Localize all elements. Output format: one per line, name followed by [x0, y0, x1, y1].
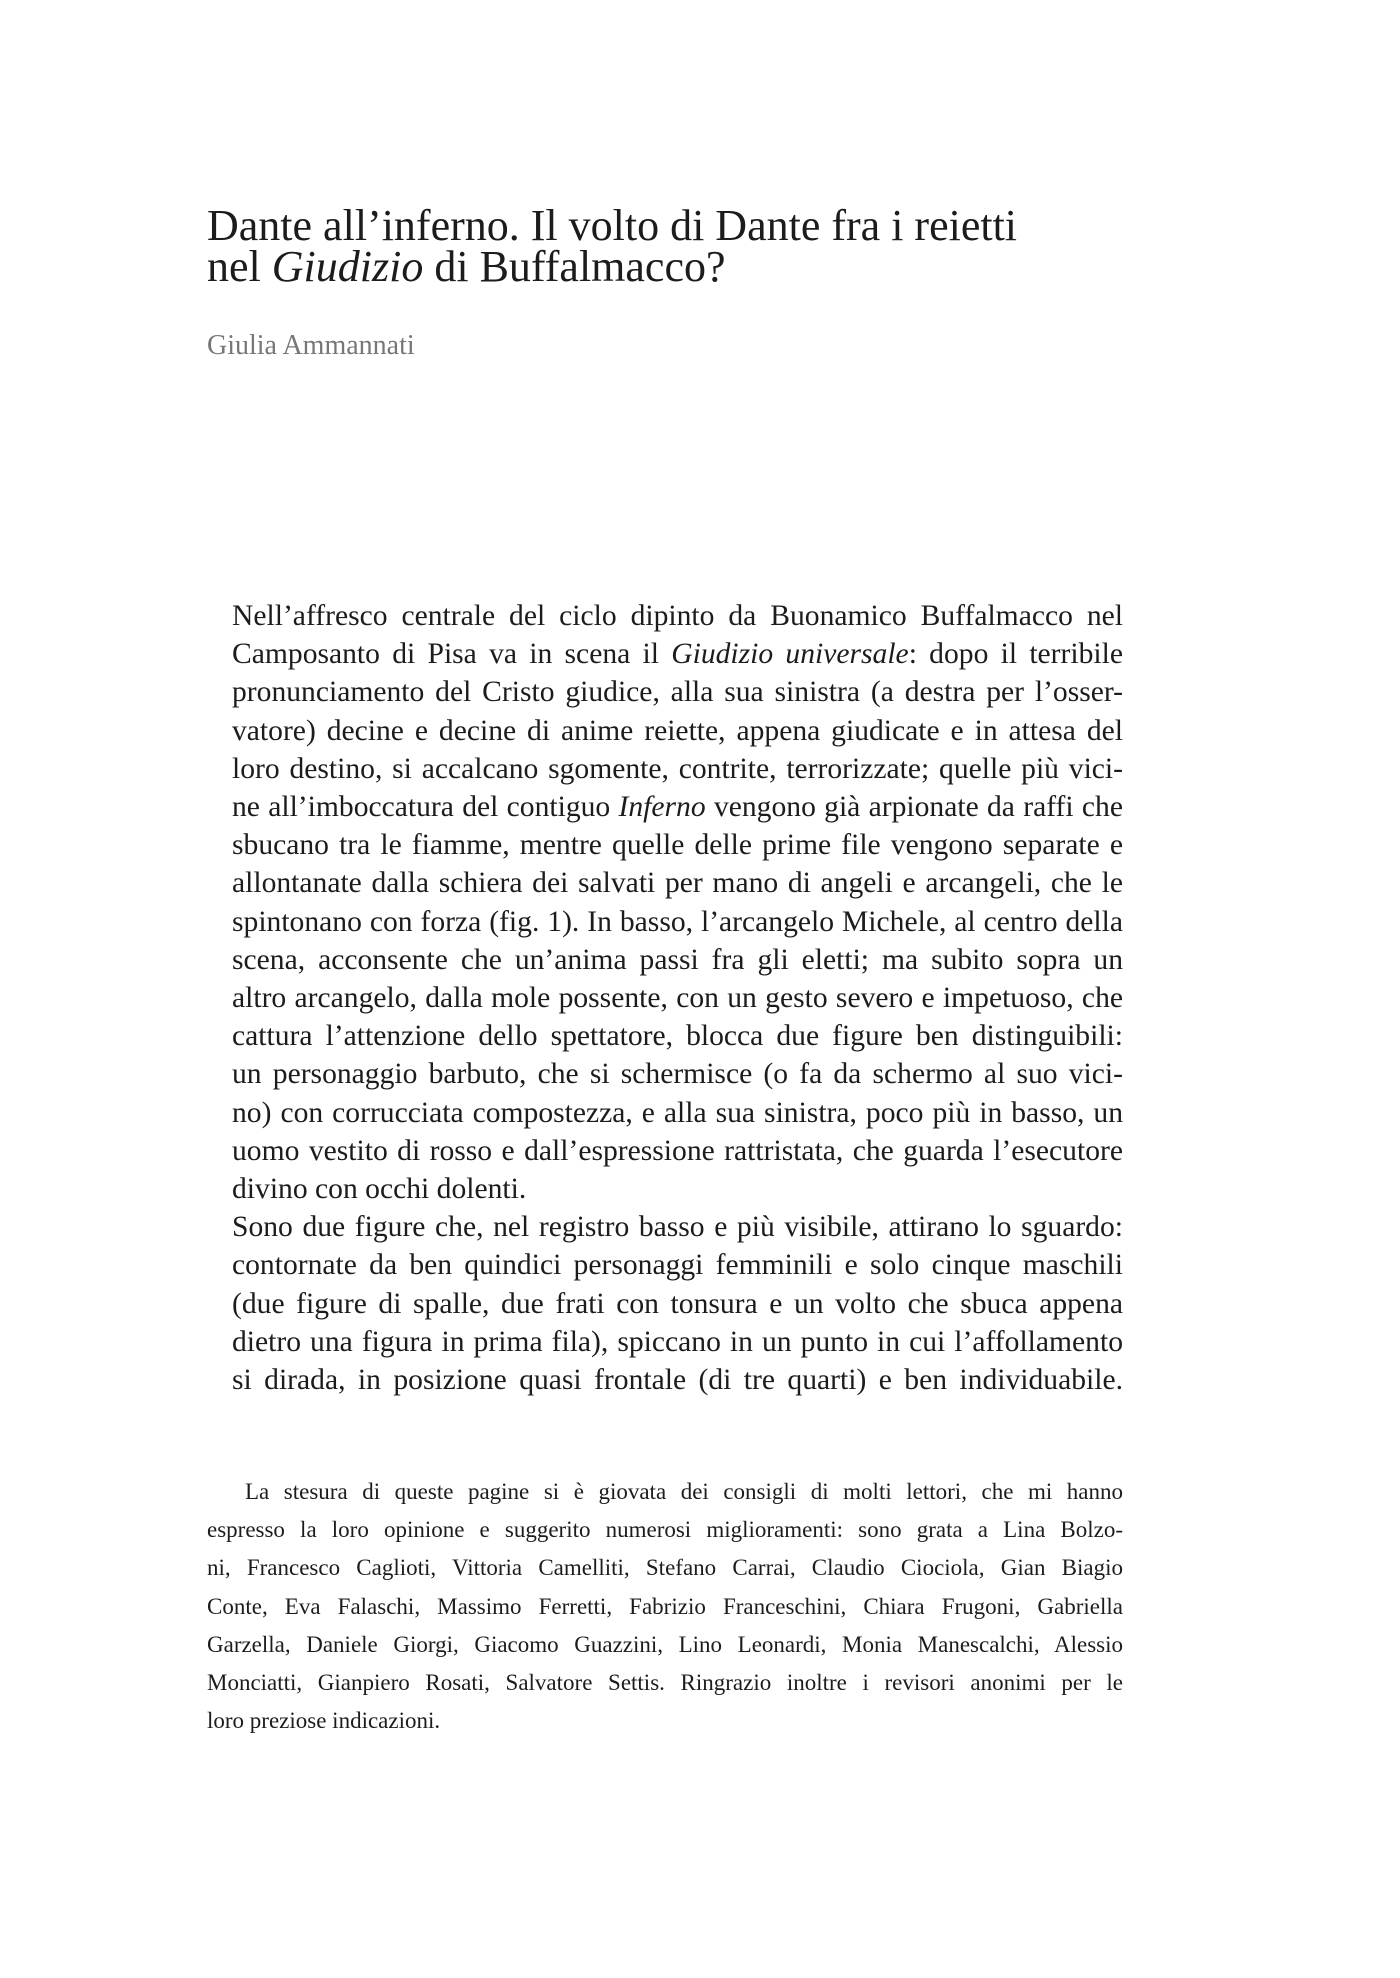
- footnote-line: loro preziose indicazioni.: [207, 1708, 441, 1734]
- footnote-line: Garzella, Daniele Giorgi, Giacomo Guazzini, Lino Leonardi, Monia Manescalchi, Alessio: [207, 1631, 1123, 1657]
- footnote: [207, 1473, 1123, 1740]
- text-line: vatore) decine e decine di anime reiette, appena giudicate e in attesa del: [232, 714, 1123, 747]
- text-line: loro destino, si accalcano sgomente, contrite, terrorizzate; quelle più vici-: [232, 752, 1123, 785]
- footnote-line: Monciatti, Gianpiero Rosati, Salvatore Settis. Ringrazio inoltre i revisori anonimi per le: [207, 1670, 1123, 1696]
- text-line: dietro una figura in prima fila), spiccano in un punto in cui l’affollamento: [232, 1325, 1123, 1358]
- italic-title: Giudizio universale: [671, 638, 909, 671]
- text-line: Sono due figure che, nel registro basso e più visibile, attirano lo sguardo:: [232, 1211, 1123, 1244]
- text-line: cattura l’attenzione dello spettatore, blocca due figure ben distinguibili:: [232, 1020, 1123, 1053]
- footnote-line: espresso la loro opinione e suggerito numerosi miglioramenti: sono grata a Lina Bolzo-: [207, 1517, 1123, 1543]
- title-line-1: Dante all’inferno. Il volto di Dante fra i reietti: [207, 201, 1018, 250]
- footnote-line: La stesura di queste pagine si è giovata dei consigli di molti lettori, che mi hanno: [245, 1479, 1123, 1504]
- text-segment: vengono già arpionate da raffi che: [705, 791, 1123, 824]
- text-line: allontanate dalla schiera dei salvati per mano di angeli e arcangeli, che le: [232, 867, 1123, 900]
- text-line: altro arcangelo, dalla mole possente, con un gesto severo e impetuoso, che: [232, 982, 1123, 1015]
- paragraph-1: [207, 597, 1123, 1208]
- text-line: pronunciamento del Cristo giudice, alla sua sinistra (a destra per l’osser-: [232, 676, 1123, 709]
- text-line: no) con corrucciata compostezza, e alla sua sinistra, poco più in basso, un: [232, 1096, 1123, 1129]
- paragraph-2: [207, 1208, 1123, 1399]
- text-line: [207, 635, 1123, 673]
- text-line: si dirada, in posizione quasi frontale (di tre quarti) e ben individuabile.: [232, 1364, 1123, 1397]
- article-body: [207, 597, 1123, 1399]
- text-line: contornate da ben quindici personaggi femminili e solo cinque maschili: [232, 1249, 1123, 1282]
- author-name: Giulia Ammannati: [207, 330, 415, 361]
- title-text: nel: [207, 242, 272, 291]
- text-line: divino con occhi dolenti.: [232, 1173, 527, 1206]
- title-text: di Buffalmacco?: [423, 242, 726, 291]
- italic-title: Inferno: [618, 791, 706, 824]
- text-line: spintonano con forza (fig. 1). In basso, l’arcangelo Michele, al centro della: [232, 905, 1123, 938]
- text-segment: : dopo il terribile: [908, 638, 1123, 671]
- footnote-line: ni, Francesco Caglioti, Vittoria Camelliti, Stefano Carrai, Claudio Ciociola, Gian Biagio: [207, 1555, 1123, 1581]
- article-title: [207, 201, 1167, 291]
- text-line: scena, acconsente che un’anima passi fra gli eletti; ma subito sopra un: [232, 943, 1123, 976]
- text-line: Nell’affresco centrale del ciclo dipinto da Buonamico Buffalmacco nel: [232, 600, 1123, 632]
- footnote-line: Conte, Eva Falaschi, Massimo Ferretti, Fabrizio Franceschini, Chiara Frugoni, Gabriella: [207, 1593, 1123, 1619]
- text-segment: ne all’imboccatura del contiguo: [232, 791, 619, 824]
- text-segment: Camposanto di Pisa va in scena il: [232, 638, 672, 671]
- text-line: sbucano tra le fiamme, mentre quelle delle prime file vengono separate e: [232, 829, 1123, 862]
- text-line: [207, 788, 1123, 826]
- text-line: (due figure di spalle, due frati con tonsura e un volto che sbuca appena: [232, 1287, 1123, 1320]
- title-line-2: [207, 242, 1167, 291]
- text-line: uomo vestito di rosso e dall’espressione rattristata, che guarda l’esecutore: [232, 1134, 1123, 1167]
- title-italic-text: Giudizio: [271, 242, 424, 291]
- text-line: un personaggio barbuto, che si schermisce (o fa da schermo al suo vici-: [232, 1058, 1123, 1091]
